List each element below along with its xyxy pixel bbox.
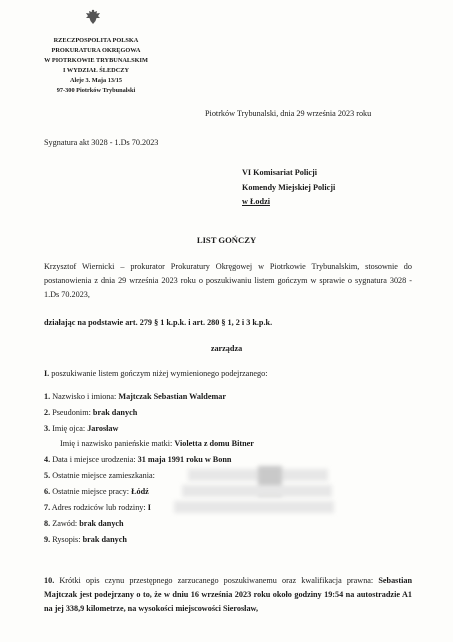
item-number: 3. <box>44 424 51 433</box>
field-label: Imię ojca: <box>52 424 88 433</box>
suspect-field <box>44 487 149 496</box>
header-line: RZECZPOSPOLITA POLSKA <box>53 37 139 44</box>
addressee-block <box>242 166 335 210</box>
field-label: Zawód: <box>52 519 80 528</box>
field-label: Ostatnie miejsce pracy: <box>52 487 132 496</box>
item-number: 6. <box>44 487 51 496</box>
suspect-field <box>44 471 155 480</box>
intro-paragraph: Krzysztof Wiernicki – prokurator Prokuratury Okręgowej w Piotrkowie Trybunalskim, stosownie do postanowienia z dnia 29 września 2023 roku o poszukiwaniu listem gończym w sprawie o sygnatura 3028 - 1.Ds 70.2023, <box>44 262 412 299</box>
header-line: PROKURATURA OKRĘGOWA <box>51 47 141 54</box>
item-number: 10. <box>44 576 55 585</box>
item-number: 5. <box>44 471 51 480</box>
addressee-line: Komendy Miejskiej Policji <box>242 182 336 192</box>
field-label: Pseudonim: <box>52 408 93 417</box>
field-value: Jarosław <box>87 424 119 433</box>
addressee-line: w Łodzi <box>242 197 270 206</box>
item-number: 9. <box>44 535 51 544</box>
offense-description <box>44 574 412 616</box>
suspect-field <box>44 455 231 464</box>
field-label: Adres rodziców lub rodziny: <box>51 503 148 512</box>
suspect-field <box>44 392 226 401</box>
item-number: 8. <box>44 519 51 528</box>
order-item <box>44 369 268 378</box>
field-value: brak danych <box>92 408 138 417</box>
suspect-field <box>44 519 124 528</box>
header-line: 97-300 Piotrków Trybunalski <box>56 87 136 94</box>
suspect-field <box>44 408 137 417</box>
prosecutor-office-header <box>30 36 162 96</box>
item-number: I. <box>44 369 50 378</box>
field-label: Data i miejsce urodzenia: <box>52 455 138 464</box>
field-value: I <box>147 503 151 512</box>
legal-basis: działając na podstawie art. 279 § 1 k.p.k. i art. 280 § 1, 2 i 3 k.p.k. <box>44 318 273 327</box>
field-label: Nazwisko i imiona: <box>52 392 119 401</box>
field-label: Rysopis: <box>52 535 83 544</box>
field-value: 31 maja 1991 roku w Bonn <box>137 455 232 464</box>
offense-lead: Krótki opis czynu przestępnego zarzucanego poszukiwanemu oraz kwalifikacja prawna: <box>59 576 374 585</box>
field-value: Violetta z domu Bitner <box>174 439 254 448</box>
item-number: 4. <box>44 455 51 464</box>
document-title: LIST GOŃCZY <box>196 235 257 245</box>
header-line: I WYDZIAŁ ŚLEDCZY <box>62 67 130 74</box>
field-value: brak danych <box>79 519 124 528</box>
field-value: brak danych <box>82 535 127 544</box>
header-line: W PIOTRKOWIE TRYBUNALSKIM <box>44 57 148 64</box>
orders-heading: zarządza <box>210 344 243 353</box>
field-value: Łódź <box>131 487 149 496</box>
eagle-emblem-icon <box>84 8 102 26</box>
field-label: Imię i nazwisko panieńskie matki: <box>60 439 175 448</box>
redaction-blur <box>182 485 332 497</box>
item-number: 7. <box>44 503 51 512</box>
header-line: Aleje 3. Maja 13/15 <box>69 77 123 84</box>
suspect-field <box>44 503 151 512</box>
offense-text: Sebastian Majtczak jest podejrzany o to, że w dniu 16 września 2023 roku około godziny 19:54 na autostradzie A1 na jej 338,9 kilometrze, na wysokości miejscowości Sierosław, <box>44 576 413 613</box>
case-reference: Sygnatura akt 3028 - 1.Ds 70.2023 <box>44 138 159 147</box>
suspect-field <box>60 439 254 448</box>
field-label: Ostatnie miejsce zamieszkania: <box>52 471 155 480</box>
redaction-blur <box>174 501 334 513</box>
field-value: Majtczak Sebastian Waldemar <box>118 392 227 401</box>
addressee-line: VI Komisariat Policji <box>242 168 318 177</box>
item-number: 1. <box>44 392 51 401</box>
suspect-field <box>44 424 118 433</box>
place-and-date: Piotrków Trybunalski, dnia 29 września 2023 roku <box>205 109 372 118</box>
suspect-field <box>44 535 127 544</box>
item-number: 2. <box>44 408 51 417</box>
item-label: poszukiwanie listem gończym niżej wymienionego podejrzanego: <box>51 369 268 378</box>
